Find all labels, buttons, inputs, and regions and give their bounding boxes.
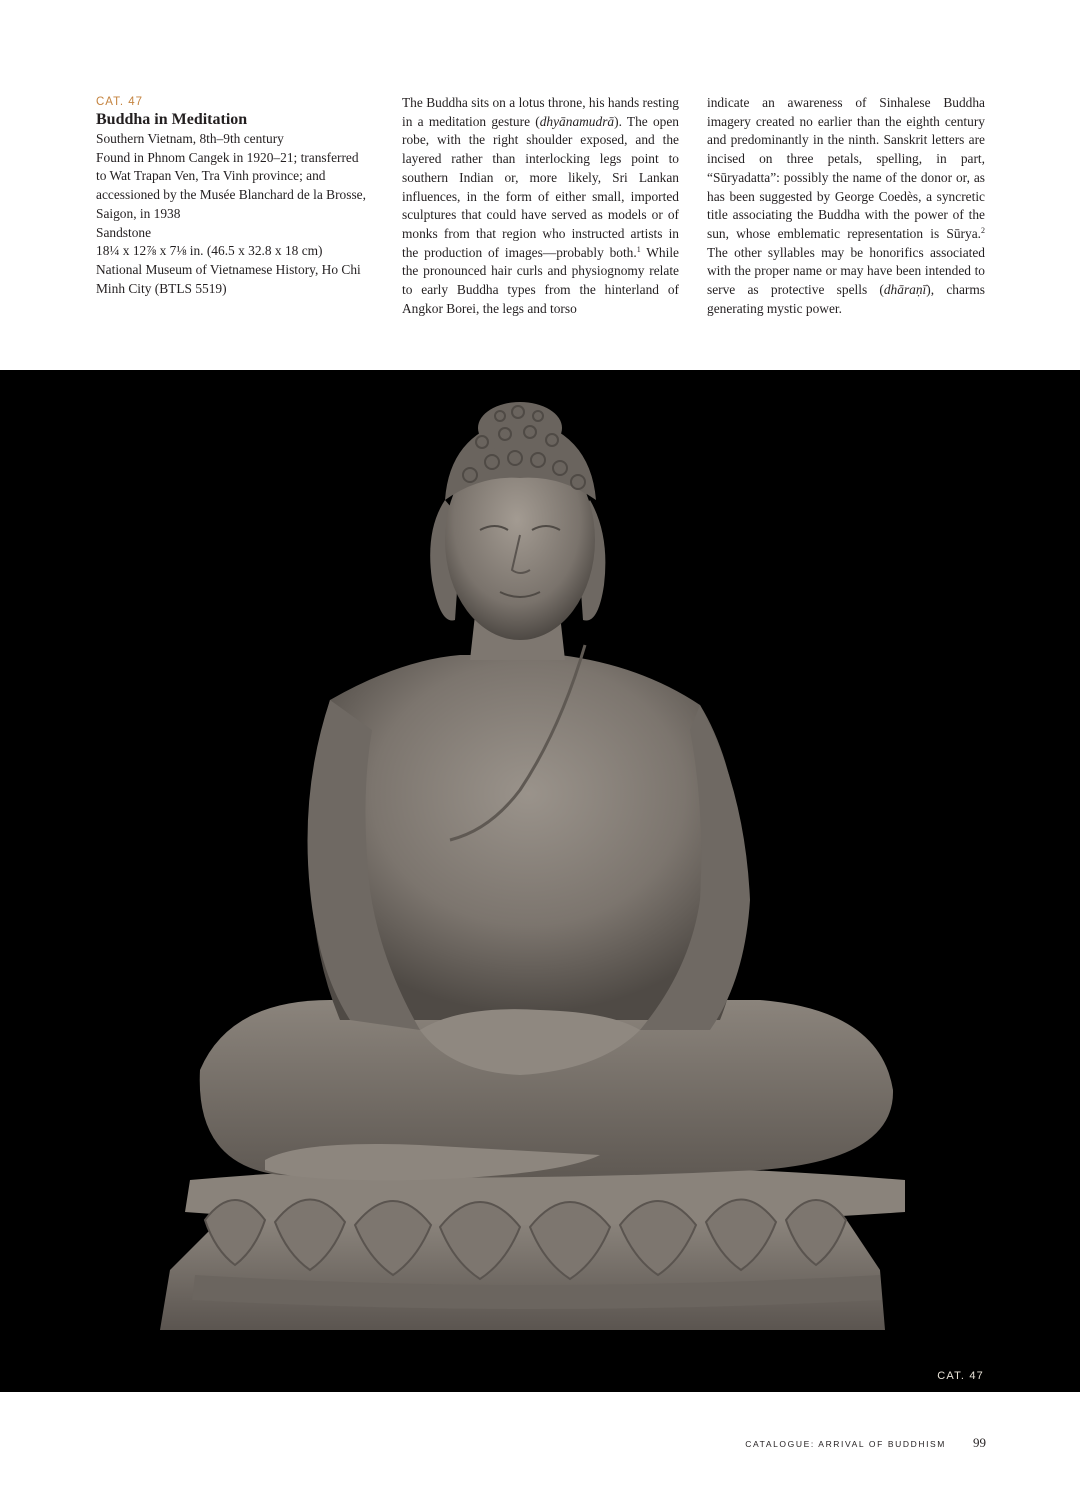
catalogue-number: CAT. 47 <box>96 96 144 108</box>
essay-text-c1: While the pronounced hair curls and physiognomy relate to early Buddha types from the hinterland of Angkor Borei, the legs and torso <box>402 244 679 316</box>
essay-text-e: ), charms generating mystic power. <box>707 282 985 316</box>
entry-collection: National Museum of Vietnamese History, Ho Chi Minh City (BTLS 5519) <box>96 261 361 296</box>
entry-provenance: Found in Phnom Cangek in 1920–21; transferred to Wat Trapan Ven, Tra Vinh province; and accessioned by the Musée Blanchard de la Brosse, Saigon, in 1938 <box>96 149 366 221</box>
footnote-ref-1[interactable]: 1 <box>636 244 641 254</box>
page-number: 99 <box>973 1435 986 1450</box>
running-footer: CATALOGUE: ARRIVAL OF BUDDHISM <box>745 1439 946 1449</box>
essay-text-c2: indicate an awareness of Sinhalese Buddha imagery created no earlier than the eighth century and predominantly in the ninth. Sanskrit letters are incised on three petals, spelling, in part, “Sūryadatta”: possibly the name of the donor or, as has been suggested by George Coedès, a syncretic title associating the Buddha with the power of the sun, whose emblematic representation is Sūrya. <box>707 95 985 241</box>
essay-paragraph-part-2 <box>707 94 985 318</box>
essay-text-b: ). The open robe, with the right shoulder exposed, and the layered rather than interlocking legs point to southern Indian or, more likely, Sri Lankan influences, in the form of either small, imported sculptures that could have served as models or of monks from that region who instructed artists in the production of images—probably both. <box>402 113 679 260</box>
essay-column-2 <box>707 94 985 318</box>
entry-origin: Southern Vietnam, 8th–9th century <box>96 131 284 146</box>
pedestal-lower <box>160 1210 885 1330</box>
essay-column-1 <box>402 94 679 318</box>
entry-title: Buddha in Meditation <box>96 111 248 128</box>
photo-caption: CAT. 47 <box>937 1370 984 1382</box>
essay-text-d: The other syllables may be honorifics associated with the proper name or may have been intended to serve as protective spells ( <box>707 244 985 298</box>
entry-dimensions: 18¼ x 12⅞ x 7⅛ in. (46.5 x 32.8 x 18 cm) <box>96 243 323 259</box>
buddha-sculpture-image <box>0 370 1080 1392</box>
footnote-ref-2[interactable]: 2 <box>981 225 985 235</box>
essay-text-a: The Buddha sits on a lotus throne, his hands resting in a meditation gesture ( <box>402 95 679 129</box>
entry-material: Sandstone <box>96 224 152 240</box>
catalogue-entry <box>96 94 366 298</box>
essay-term-dhyanamudra: dhyānamudrā <box>539 113 615 129</box>
essay-term-dharani: dhāraṇī <box>883 282 927 298</box>
essay-paragraph-part-1 <box>402 94 679 318</box>
sculpture-photograph <box>0 370 1080 1392</box>
